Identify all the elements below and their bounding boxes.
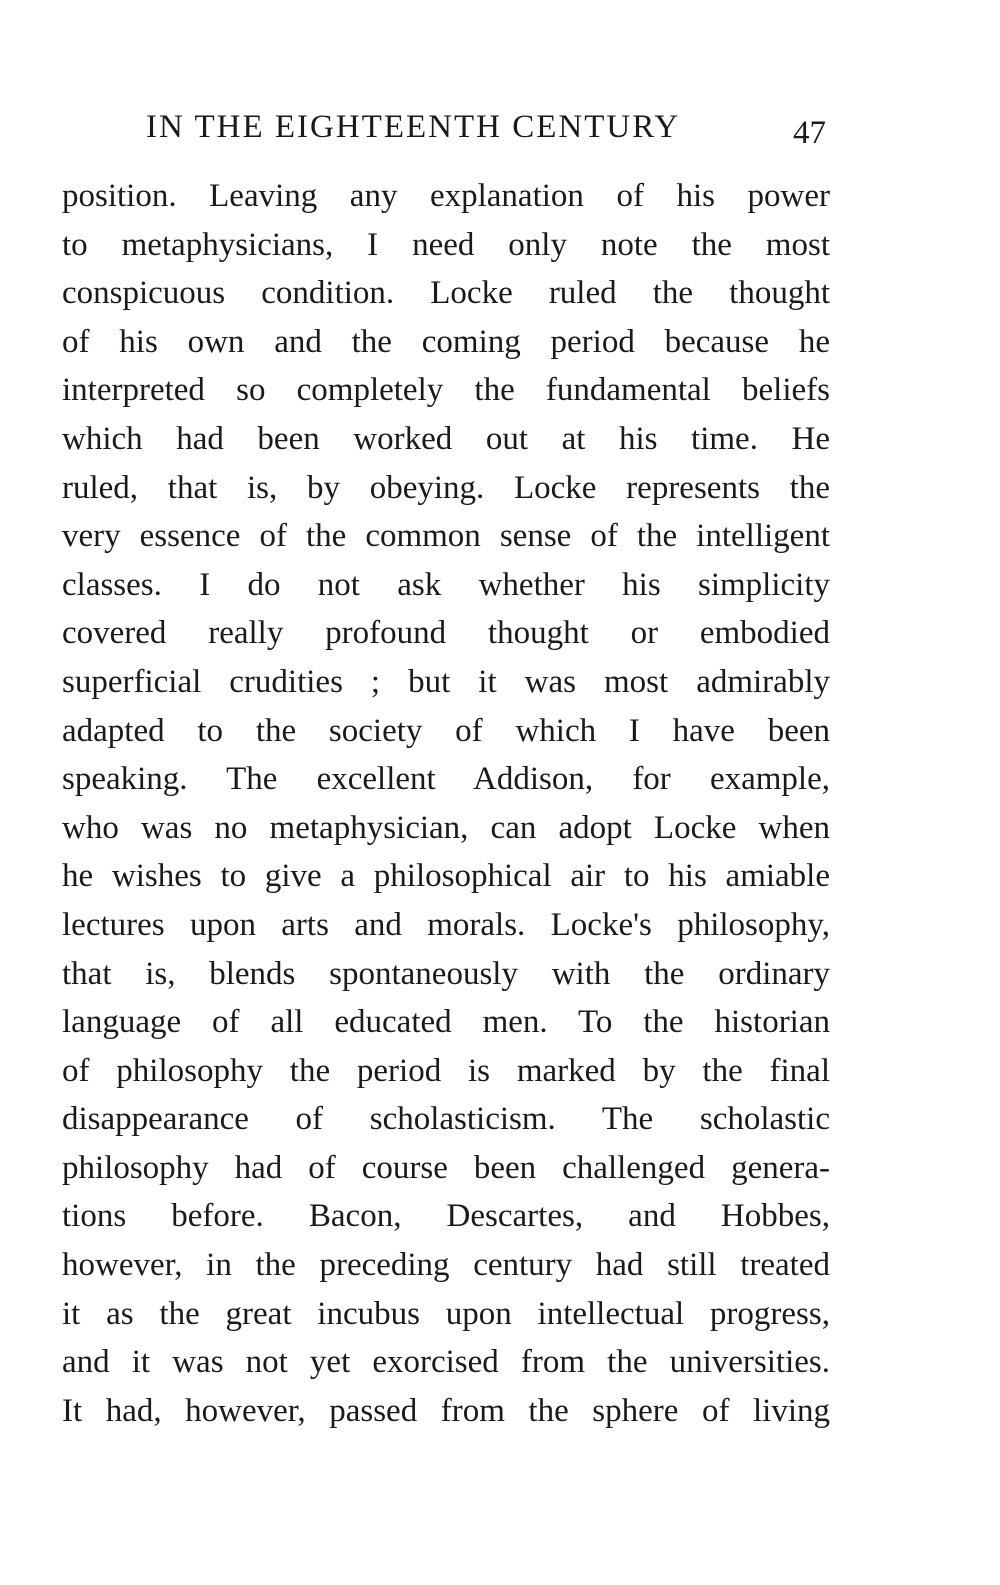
text-line: very essence of the common sense of the intelligent — [62, 518, 830, 555]
text-line: he wishes to give a philosophical air to his amiable — [62, 858, 830, 895]
text-line: superficial crudities ; but it was most admirably — [62, 663, 830, 700]
text-line: interpreted so completely the fundamental beliefs — [62, 372, 830, 409]
text-line: that is, blends spontaneously with the ordinary — [62, 955, 830, 992]
text-line: and it was not yet exorcised from the universities. — [62, 1344, 830, 1381]
text-line: it as the great incubus upon intellectual progress, — [62, 1295, 830, 1332]
text-line: of his own and the coming period because he — [62, 323, 830, 360]
text-line: speaking. The excellent Addison, for example, — [62, 761, 830, 798]
text-line: ruled, that is, by obeying. Locke represents the — [62, 469, 830, 506]
text-line: position. Leaving any explanation of his power — [62, 178, 830, 214]
text-line: to metaphysicians, I need only note the most — [62, 226, 830, 263]
text-line: disappearance of scholasticism. The scholastic — [62, 1101, 830, 1138]
text-line: who was no metaphysician, can adopt Locke when — [62, 809, 830, 846]
text-line: of philosophy the period is marked by the final — [62, 1052, 830, 1089]
text-line: conspicuous condition. Locke ruled the thought — [62, 275, 830, 312]
text-line: It had, however, passed from the sphere of living — [62, 1392, 830, 1429]
body-text — [62, 172, 830, 1435]
text-line: language of all educated men. To the historian — [62, 1004, 830, 1041]
text-line: however, in the preceding century had still treated — [62, 1247, 830, 1284]
text-line: philosophy had of course been challenged genera- — [62, 1149, 830, 1186]
text-line: classes. I do not ask whether his simplicity — [62, 566, 830, 603]
text-line: tions before. Bacon, Descartes, and Hobbes, — [62, 1198, 830, 1235]
running-title: IN THE EIGHTEENTH CENTURY — [146, 109, 681, 145]
text-line: covered really profound thought or embodied — [62, 615, 830, 652]
text-line: adapted to the society of which I have been — [62, 712, 830, 749]
running-head — [146, 102, 826, 152]
page-number: 47 — [793, 115, 826, 151]
text-line: which had been worked out at his time. He — [62, 420, 830, 457]
text-line: lectures upon arts and morals. Locke's philosophy, — [62, 906, 830, 943]
